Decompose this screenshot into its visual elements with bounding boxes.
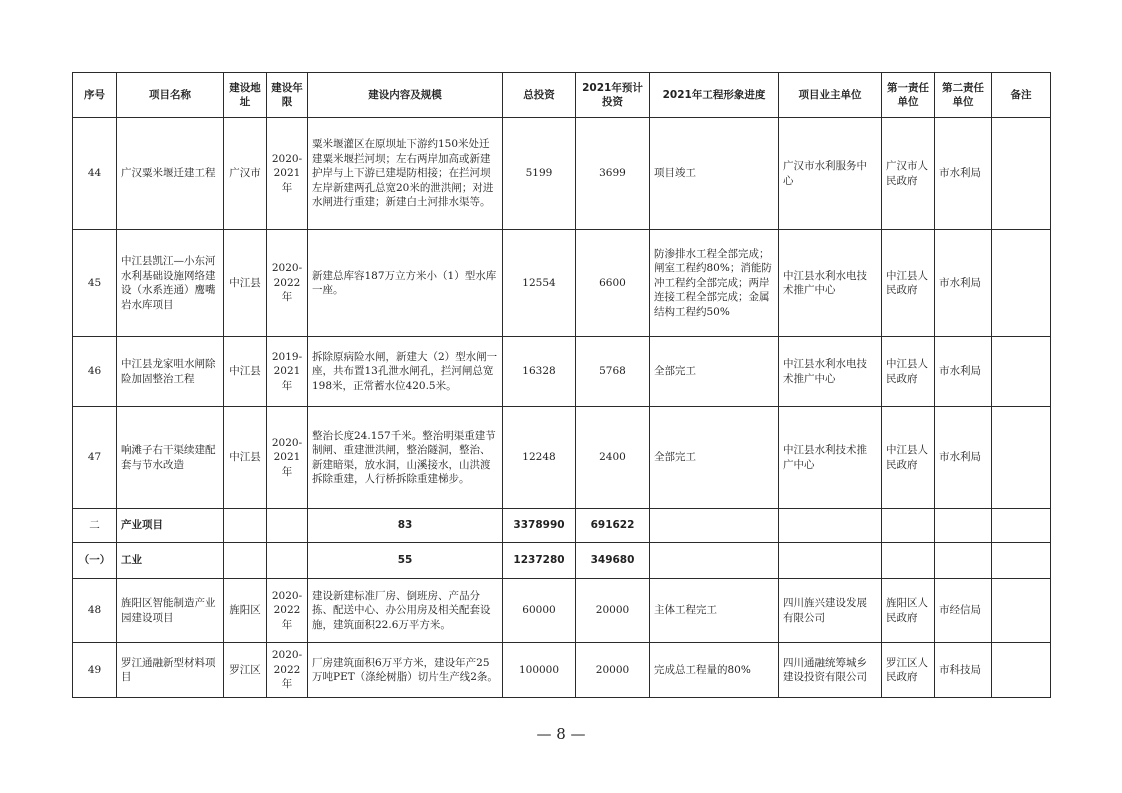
- cell-remark: [992, 579, 1051, 643]
- cell-content: 拆除原病险水闸，新建大（2）型水闸一座，共布置13孔泄水闸孔，拦河闸总宽198米，正常蓄水位420.5米。: [308, 337, 503, 407]
- cell-location: 广汉市: [224, 118, 267, 230]
- cell-owner: 中江县水利技术推广中心: [779, 407, 882, 509]
- header-content: 建设内容及规模: [308, 73, 503, 118]
- header-progress: 2021年工程形象进度: [650, 73, 779, 118]
- cell-total: 12248: [503, 407, 576, 509]
- cell-owner: 四川通融统筹城乡建设投资有限公司: [779, 643, 882, 698]
- cell-empty: [992, 509, 1051, 543]
- table-row: [73, 579, 1051, 643]
- cell-empty: [267, 509, 308, 543]
- cell-name: 广汉粟米堰迁建工程: [117, 118, 224, 230]
- cell-remark: [992, 118, 1051, 230]
- cell-remark: [992, 407, 1051, 509]
- cell-empty: [992, 543, 1051, 579]
- table-row: [73, 407, 1051, 509]
- cell-content: 新建总库容187万立方米小（1）型水库一座。: [308, 230, 503, 337]
- cell-seq: 49: [73, 643, 117, 698]
- cell-resp1: 中江县人民政府: [882, 407, 935, 509]
- cell-seq: 48: [73, 579, 117, 643]
- cell-resp2: 市经信局: [935, 579, 992, 643]
- section-count: 83: [308, 509, 503, 543]
- cell-total: 5199: [503, 118, 576, 230]
- table-row: [73, 230, 1051, 337]
- header-name: 项目名称: [117, 73, 224, 118]
- cell-empty: [779, 543, 882, 579]
- cell-resp1: 中江县人民政府: [882, 337, 935, 407]
- subsection-name: 工业: [117, 543, 224, 579]
- cell-period: 2019-2021年: [267, 337, 308, 407]
- cell-progress: 项目竣工: [650, 118, 779, 230]
- cell-resp2: 市水利局: [935, 118, 992, 230]
- cell-period: 2020-2022年: [267, 643, 308, 698]
- header-resp1: 第一责任单位: [882, 73, 935, 118]
- cell-seq: 46: [73, 337, 117, 407]
- cell-seq: 44: [73, 118, 117, 230]
- cell-empty: [779, 509, 882, 543]
- table-header-row: [73, 73, 1051, 118]
- cell-resp2: 市水利局: [935, 337, 992, 407]
- cell-empty: [650, 509, 779, 543]
- cell-remark: [992, 337, 1051, 407]
- cell-plan2021: 2400: [576, 407, 650, 509]
- table-row: [73, 643, 1051, 698]
- section-plan2021: 691622: [576, 509, 650, 543]
- cell-owner: 广汉市水利服务中心: [779, 118, 882, 230]
- cell-resp1: 广汉市人民政府: [882, 118, 935, 230]
- header-resp2: 第二责任单位: [935, 73, 992, 118]
- cell-empty: [882, 509, 935, 543]
- cell-progress: 完成总工程量的80%: [650, 643, 779, 698]
- cell-empty: [935, 543, 992, 579]
- cell-empty: [650, 543, 779, 579]
- cell-total: 100000: [503, 643, 576, 698]
- cell-resp1: 罗江区人民政府: [882, 643, 935, 698]
- cell-name: 中江县凯江—小东河水利基础设施网络建设（水系连通）鹰嘴岩水库项目: [117, 230, 224, 337]
- cell-total: 60000: [503, 579, 576, 643]
- section-total: 3378990: [503, 509, 576, 543]
- cell-location: 旌阳区: [224, 579, 267, 643]
- cell-location: 中江县: [224, 230, 267, 337]
- cell-plan2021: 3699: [576, 118, 650, 230]
- header-plan2021: 2021年预计投资: [576, 73, 650, 118]
- cell-resp2: 市水利局: [935, 230, 992, 337]
- cell-name: 旌阳区智能制造产业园建设项目: [117, 579, 224, 643]
- cell-period: 2020-2021年: [267, 407, 308, 509]
- cell-empty: [935, 509, 992, 543]
- cell-progress: 全部完工: [650, 407, 779, 509]
- section-row: [73, 509, 1051, 543]
- header-owner: 项目业主单位: [779, 73, 882, 118]
- cell-name: 响滩子右干渠续建配套与节水改造: [117, 407, 224, 509]
- header-seq: 序号: [73, 73, 117, 118]
- cell-name: 罗江通融新型材料项目: [117, 643, 224, 698]
- page-number: — 8 —: [536, 725, 586, 743]
- cell-resp1: 中江县人民政府: [882, 230, 935, 337]
- cell-empty: [882, 543, 935, 579]
- cell-content: 建设新建标准厂房、倒班房、产品分拣、配送中心、办公用房及相关配套设施，建筑面积22.6万平方米。: [308, 579, 503, 643]
- cell-period: 2020-2022年: [267, 230, 308, 337]
- cell-location: 罗江区: [224, 643, 267, 698]
- section-name: 产业项目: [117, 509, 224, 543]
- cell-resp2: 市科技局: [935, 643, 992, 698]
- cell-content: 厂房建筑面积6万平方米，建设年产25万吨PET（涤纶树脂）切片生产线2条。: [308, 643, 503, 698]
- cell-empty: [224, 543, 267, 579]
- cell-remark: [992, 643, 1051, 698]
- table-row: [73, 118, 1051, 230]
- header-remark: 备注: [992, 73, 1051, 118]
- project-table: [72, 72, 1051, 698]
- cell-period: 2020-2022年: [267, 579, 308, 643]
- cell-total: 12554: [503, 230, 576, 337]
- subsection-seq: （一）: [73, 543, 117, 579]
- cell-plan2021: 6600: [576, 230, 650, 337]
- cell-resp1: 旌阳区人民政府: [882, 579, 935, 643]
- cell-empty: [267, 543, 308, 579]
- section-seq: 二: [73, 509, 117, 543]
- cell-plan2021: 5768: [576, 337, 650, 407]
- subsection-plan2021: 349680: [576, 543, 650, 579]
- table-row: [73, 337, 1051, 407]
- cell-owner: 中江县水利水电技术推广中心: [779, 230, 882, 337]
- cell-seq: 47: [73, 407, 117, 509]
- subsection-count: 55: [308, 543, 503, 579]
- cell-progress: 防渗排水工程全部完成；闸室工程约80%；消能防冲工程约全部完成；两岸连接工程全部完成；金属结构工程约50%: [650, 230, 779, 337]
- cell-total: 16328: [503, 337, 576, 407]
- subsection-total: 1237280: [503, 543, 576, 579]
- subsection-row: [73, 543, 1051, 579]
- cell-seq: 45: [73, 230, 117, 337]
- header-total: 总投资: [503, 73, 576, 118]
- cell-resp2: 市水利局: [935, 407, 992, 509]
- cell-plan2021: 20000: [576, 643, 650, 698]
- cell-content: 粟米堰灌区在原坝址下游约150米处迁建粟米堰拦河坝；左右两岸加高或新建护岸与上下游已建堤防相接；在拦河坝左岸新建两孔总宽20米的泄洪闸；对进水闸进行重建；新建白土河排水渠等。: [308, 118, 503, 230]
- cell-owner: 四川旌兴建设发展有限公司: [779, 579, 882, 643]
- cell-progress: 主体工程完工: [650, 579, 779, 643]
- cell-name: 中江县龙家咀水闸除险加固整治工程: [117, 337, 224, 407]
- cell-plan2021: 20000: [576, 579, 650, 643]
- cell-owner: 中江县水利水电技术推广中心: [779, 337, 882, 407]
- header-location: 建设地址: [224, 73, 267, 118]
- cell-location: 中江县: [224, 407, 267, 509]
- cell-content: 整治长度24.157千米。整治明渠重建节制闸、重建泄洪闸，整治隧洞，整治、新建暗渠，放水洞，山溪接水，山洪渡拆除重建，人行桥拆除重建梯步。: [308, 407, 503, 509]
- cell-progress: 全部完工: [650, 337, 779, 407]
- cell-location: 中江县: [224, 337, 267, 407]
- cell-remark: [992, 230, 1051, 337]
- header-period: 建设年限: [267, 73, 308, 118]
- cell-empty: [224, 509, 267, 543]
- cell-period: 2020-2021年: [267, 118, 308, 230]
